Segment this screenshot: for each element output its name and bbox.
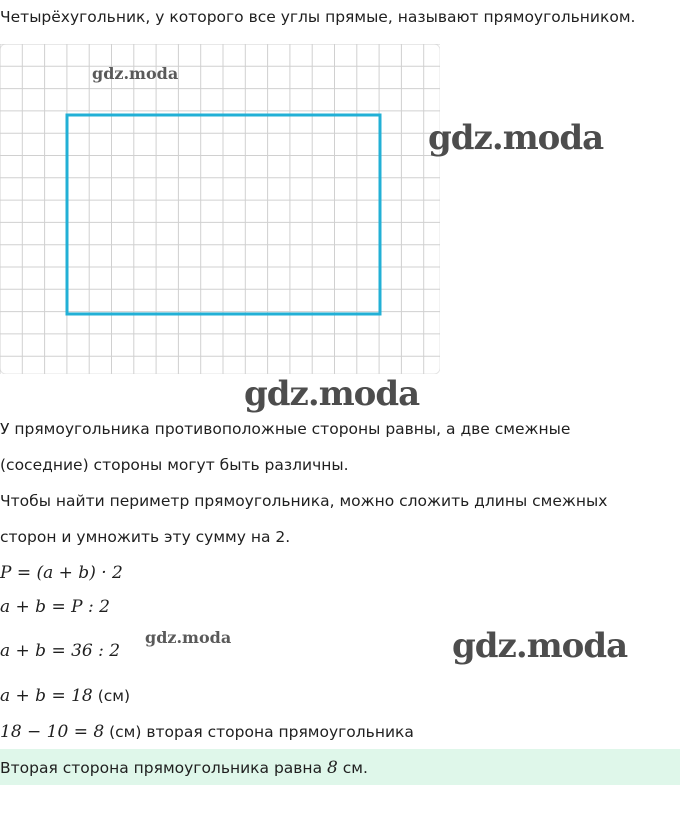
answer-value: 8	[327, 758, 338, 778]
formula-sum-values: a + b = 36 : 2	[0, 641, 121, 661]
watermark: gdz.moda	[92, 64, 179, 83]
intro-text: Четырёхугольник, у которого все углы прямые, называют прямоугольником.	[0, 8, 636, 26]
paragraph-line: У прямоугольника противоположные стороны равны, а две смежные	[0, 420, 571, 438]
watermark: gdz.moda	[452, 626, 628, 666]
formula-expression: 18 − 10 = 8	[0, 722, 105, 742]
watermark: gdz.moda	[244, 374, 420, 414]
answer-prefix: Вторая сторона прямоугольника равна	[0, 759, 327, 777]
answer-box	[0, 749, 680, 785]
answer-suffix: см.	[337, 759, 368, 777]
formula-second-side	[0, 722, 414, 742]
paragraph-line: (соседние) стороны могут быть различны.	[0, 456, 349, 474]
formula-sum: a + b = P : 2	[0, 597, 110, 617]
answer-text	[0, 758, 368, 778]
watermark: gdz.moda	[145, 628, 232, 647]
watermark: gdz.moda	[428, 118, 604, 158]
grid-figure	[0, 44, 440, 374]
paragraph-line: Чтобы найти периметр прямоугольника, можно сложить длины смежных	[0, 492, 608, 510]
formula-perimeter: P = (a + b) · 2	[0, 563, 123, 583]
unit-label: (см)	[92, 687, 131, 705]
paragraph-line: сторон и умножить эту сумму на 2.	[0, 528, 291, 546]
formula-sum-result	[0, 686, 130, 706]
unit-label: (см) вторая сторона прямоугольника	[104, 723, 414, 741]
formula-expression: a + b = 18	[0, 686, 93, 706]
